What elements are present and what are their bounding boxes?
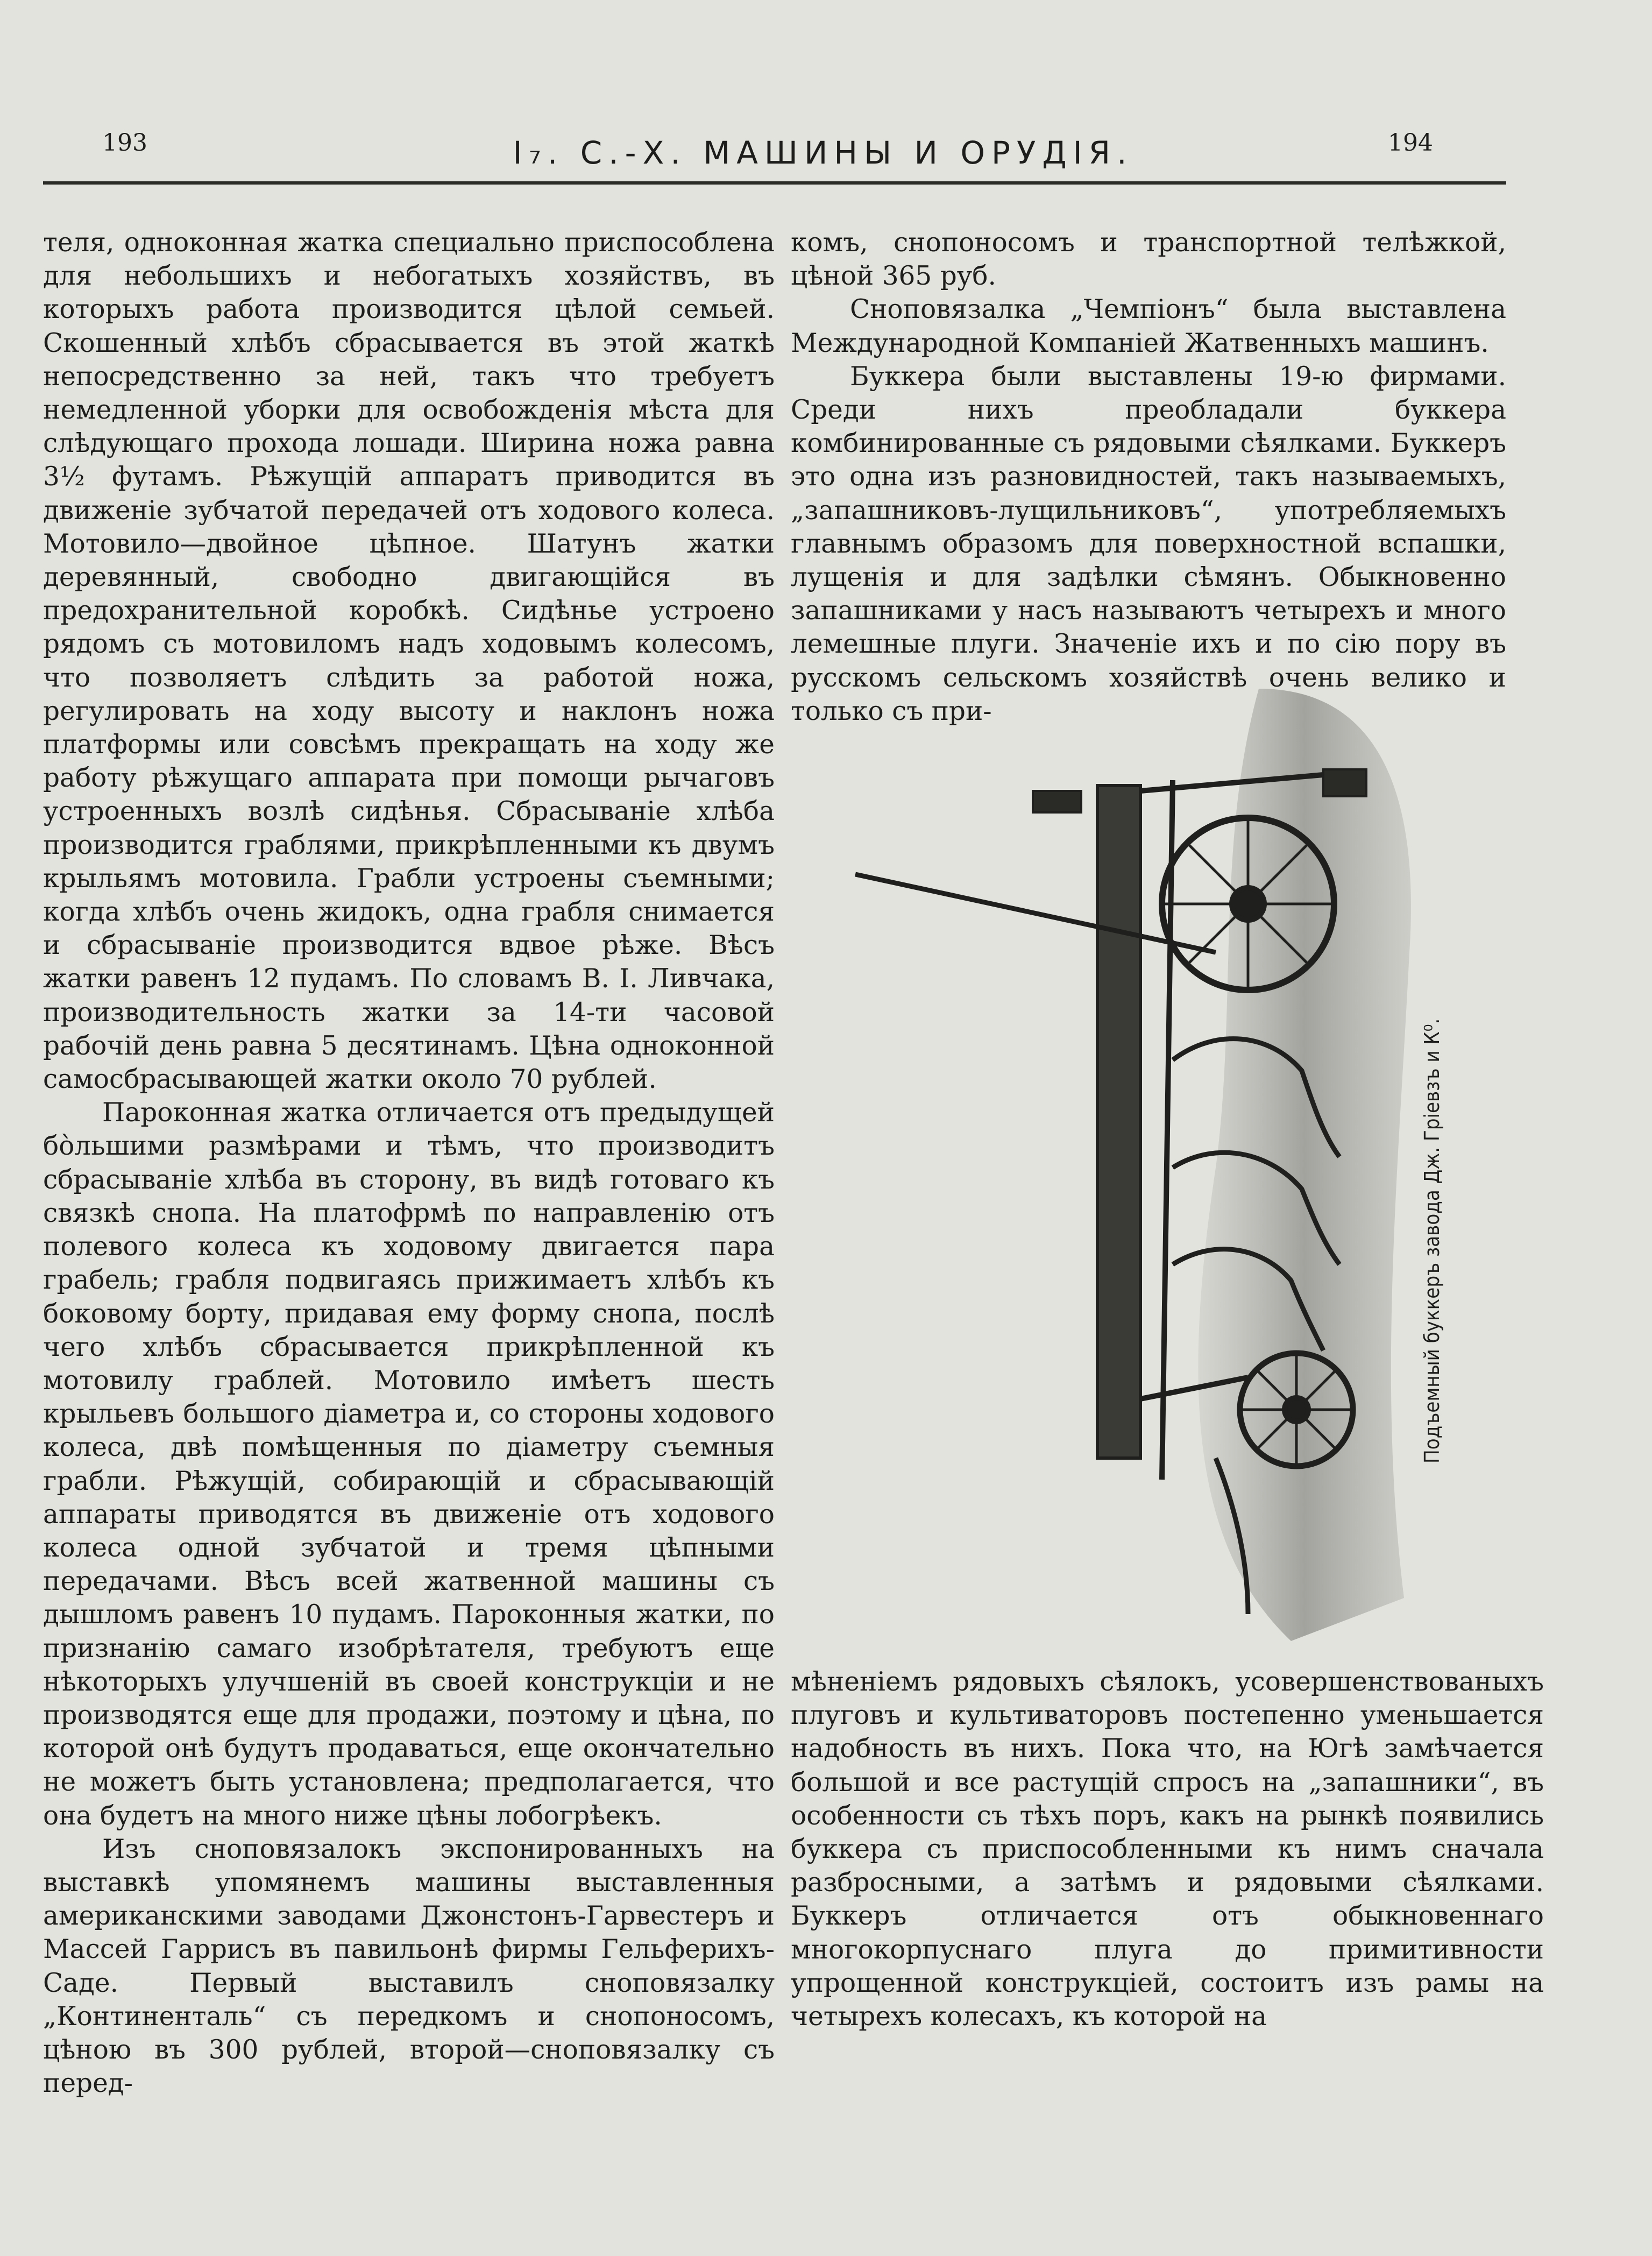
right-column-bottom [791, 1665, 1544, 2033]
paragraph: мѣненіемъ рядовыхъ сѣялокъ, усовершенствованыхъ плуговъ и культиваторовъ постепенно уменьшается надобность въ нихъ. Пока что, на Югѣ замѣчается большой и все растущій спросъ на „запашники“, въ особенности съ тѣхъ поръ, какъ на рынкѣ появились буккера съ приспособленными къ нимъ сначала разбросными, а затѣмъ и рядовыми сѣялками. Буккеръ отличается отъ обыкновеннаго многокорпуснаго плуга до примитивности упрощенной конструкціей, состоитъ изъ рамы на четырехъ колесахъ, къ которой на [791, 1667, 1544, 2032]
running-title: I₇. С.-Х. МАШИНЫ И ОРУДІЯ. [513, 135, 1133, 171]
page-number-left: 193 [102, 129, 147, 157]
paragraph: Сноповязалка „Чемпіонъ“ была выставлена Международной Компаніей Жатвенныхъ машинъ. [791, 294, 1506, 358]
paragraph: комъ, снопоносомъ и транспортной телѣжкой, цѣной 365 руб. [791, 228, 1506, 292]
page-number-right: 194 [1388, 129, 1433, 157]
paragraph: Буккера были выставлены 19-ю фирмами. Среди нихъ преобладали буккера комбинированные съ рядовыми сѣялками. Буккеръ это одна изъ разновидностей, такъ называемыхъ, „запашниковъ-лущильниковъ“, употребляемыхъ главнымъ образомъ для поверхностной вспашки, лущенія и для задѣлки сѣмянъ. Обыкновенно запашниками у насъ называютъ четырехъ и много лемешные плуги. Значеніе ихъ и по сію пору въ русскомъ сельскомъ хозяйствѣ очень велико и только съ при- [791, 361, 1506, 726]
page-header [43, 118, 1512, 178]
left-column [43, 226, 775, 2100]
right-column-top [791, 226, 1506, 728]
figure-caption: Подъемный буккеръ завода Дж. Гріевзъ и К⁰. [1420, 1018, 1444, 1463]
header-rule [43, 181, 1506, 185]
paragraph: Изъ сноповязалокъ экспонированныхъ на выставкѣ упомянемъ машины выставленныя американскими заводами Джонстонъ-Гарвестеръ и Массей Гаррисъ въ павильонѣ фирмы Гельферихъ-Саде. Первый выставилъ сноповязалку „Континенталь“ съ передкомъ и снопоносомъ, цѣною въ 300 рублей, второй—сноповязалку съ перед- [43, 1834, 775, 2099]
paragraph: теля, одноконная жатка специально приспособлена для небольшихъ и небогатыхъ хозяйствъ, въ которыхъ работа производится цѣлой семьей. Скошенный хлѣбъ сбрасывается въ этой жаткѣ непосредственно за ней, такъ что требуетъ немедленной уборки для освобожденія мѣста для слѣдующаго прохода лошади. Ширина ножа равна 3½ футамъ. Рѣжущій аппаратъ приводится въ движеніе зубчатой передачей отъ ходового колеса. Мотовило—двойное цѣпное. Шатунъ жатки деревянный, свободно двигающійся въ предохранительной коробкѣ. Сидѣнье устроено рядомъ съ мотовиломъ надъ ходовымъ колесомъ, что позволяетъ слѣдить за работой ножа, регулировать на ходу высоту и наклонъ ножа платформы или совсѣмъ прекращать на ходу же работу рѣжущаго аппарата при помощи рычаговъ устроенныхъ возлѣ сидѣнья. Сбрасываніе хлѣба производится граблями, прикрѣпленными къ двумъ крыльямъ мотовила. Грабли устроены съемными; когда хлѣбъ очень жидокъ, одна грабля снимается и сбрасываніе производится вдвое рѣже. Вѣсъ жатки равенъ 12 пудамъ. По словамъ В. І. Ливчака, производительность жатки за 14-ти часовой рабочій день равна 5 десятинамъ. Цѣна одноконной самосбрасывающей жатки около 70 рублей. [43, 228, 775, 1095]
paragraph: Пароконная жатка отличается отъ предыдущей бо̀льшими размѣрами и тѣмъ, что производитъ сбрасываніе хлѣба въ сторону, въ видѣ готоваго къ связкѣ снопа. На платофрмѣ по направленію отъ полевого колеса къ ходовому двигается пара грабель; грабля подвигаясь прижимаетъ хлѣбъ къ боковому борту, придавая ему форму снопа, послѣ чего хлѣбъ сбрасывается прикрѣпленной къ мотовилу граблей. Мотовило имѣетъ шесть крыльевъ большого діаметра и, со стороны ходового колеса, двѣ помѣщенныя по діаметру съемныя грабли. Рѣжущій, собирающій и сбрасывающій аппараты приводятся въ движеніе отъ ходового колеса одной зубчатой и тремя цѣпными передачами. Вѣсъ всей жатвенной машины съ дышломъ равенъ 10 пудамъ. Пароконныя жатки, по признанію самаго изобрѣтателя, требуютъ еще нѣкоторыхъ улучшеній въ своей конструкціи и не производятся еще для продажи, поэтому и цѣна, по которой онѣ будутъ продаваться, еще окончательно не можетъ быть установлена; предполагается, что она будетъ на много ниже цѣны лобогрѣекъ. [43, 1098, 775, 1831]
buker-illustration [839, 683, 1485, 1646]
